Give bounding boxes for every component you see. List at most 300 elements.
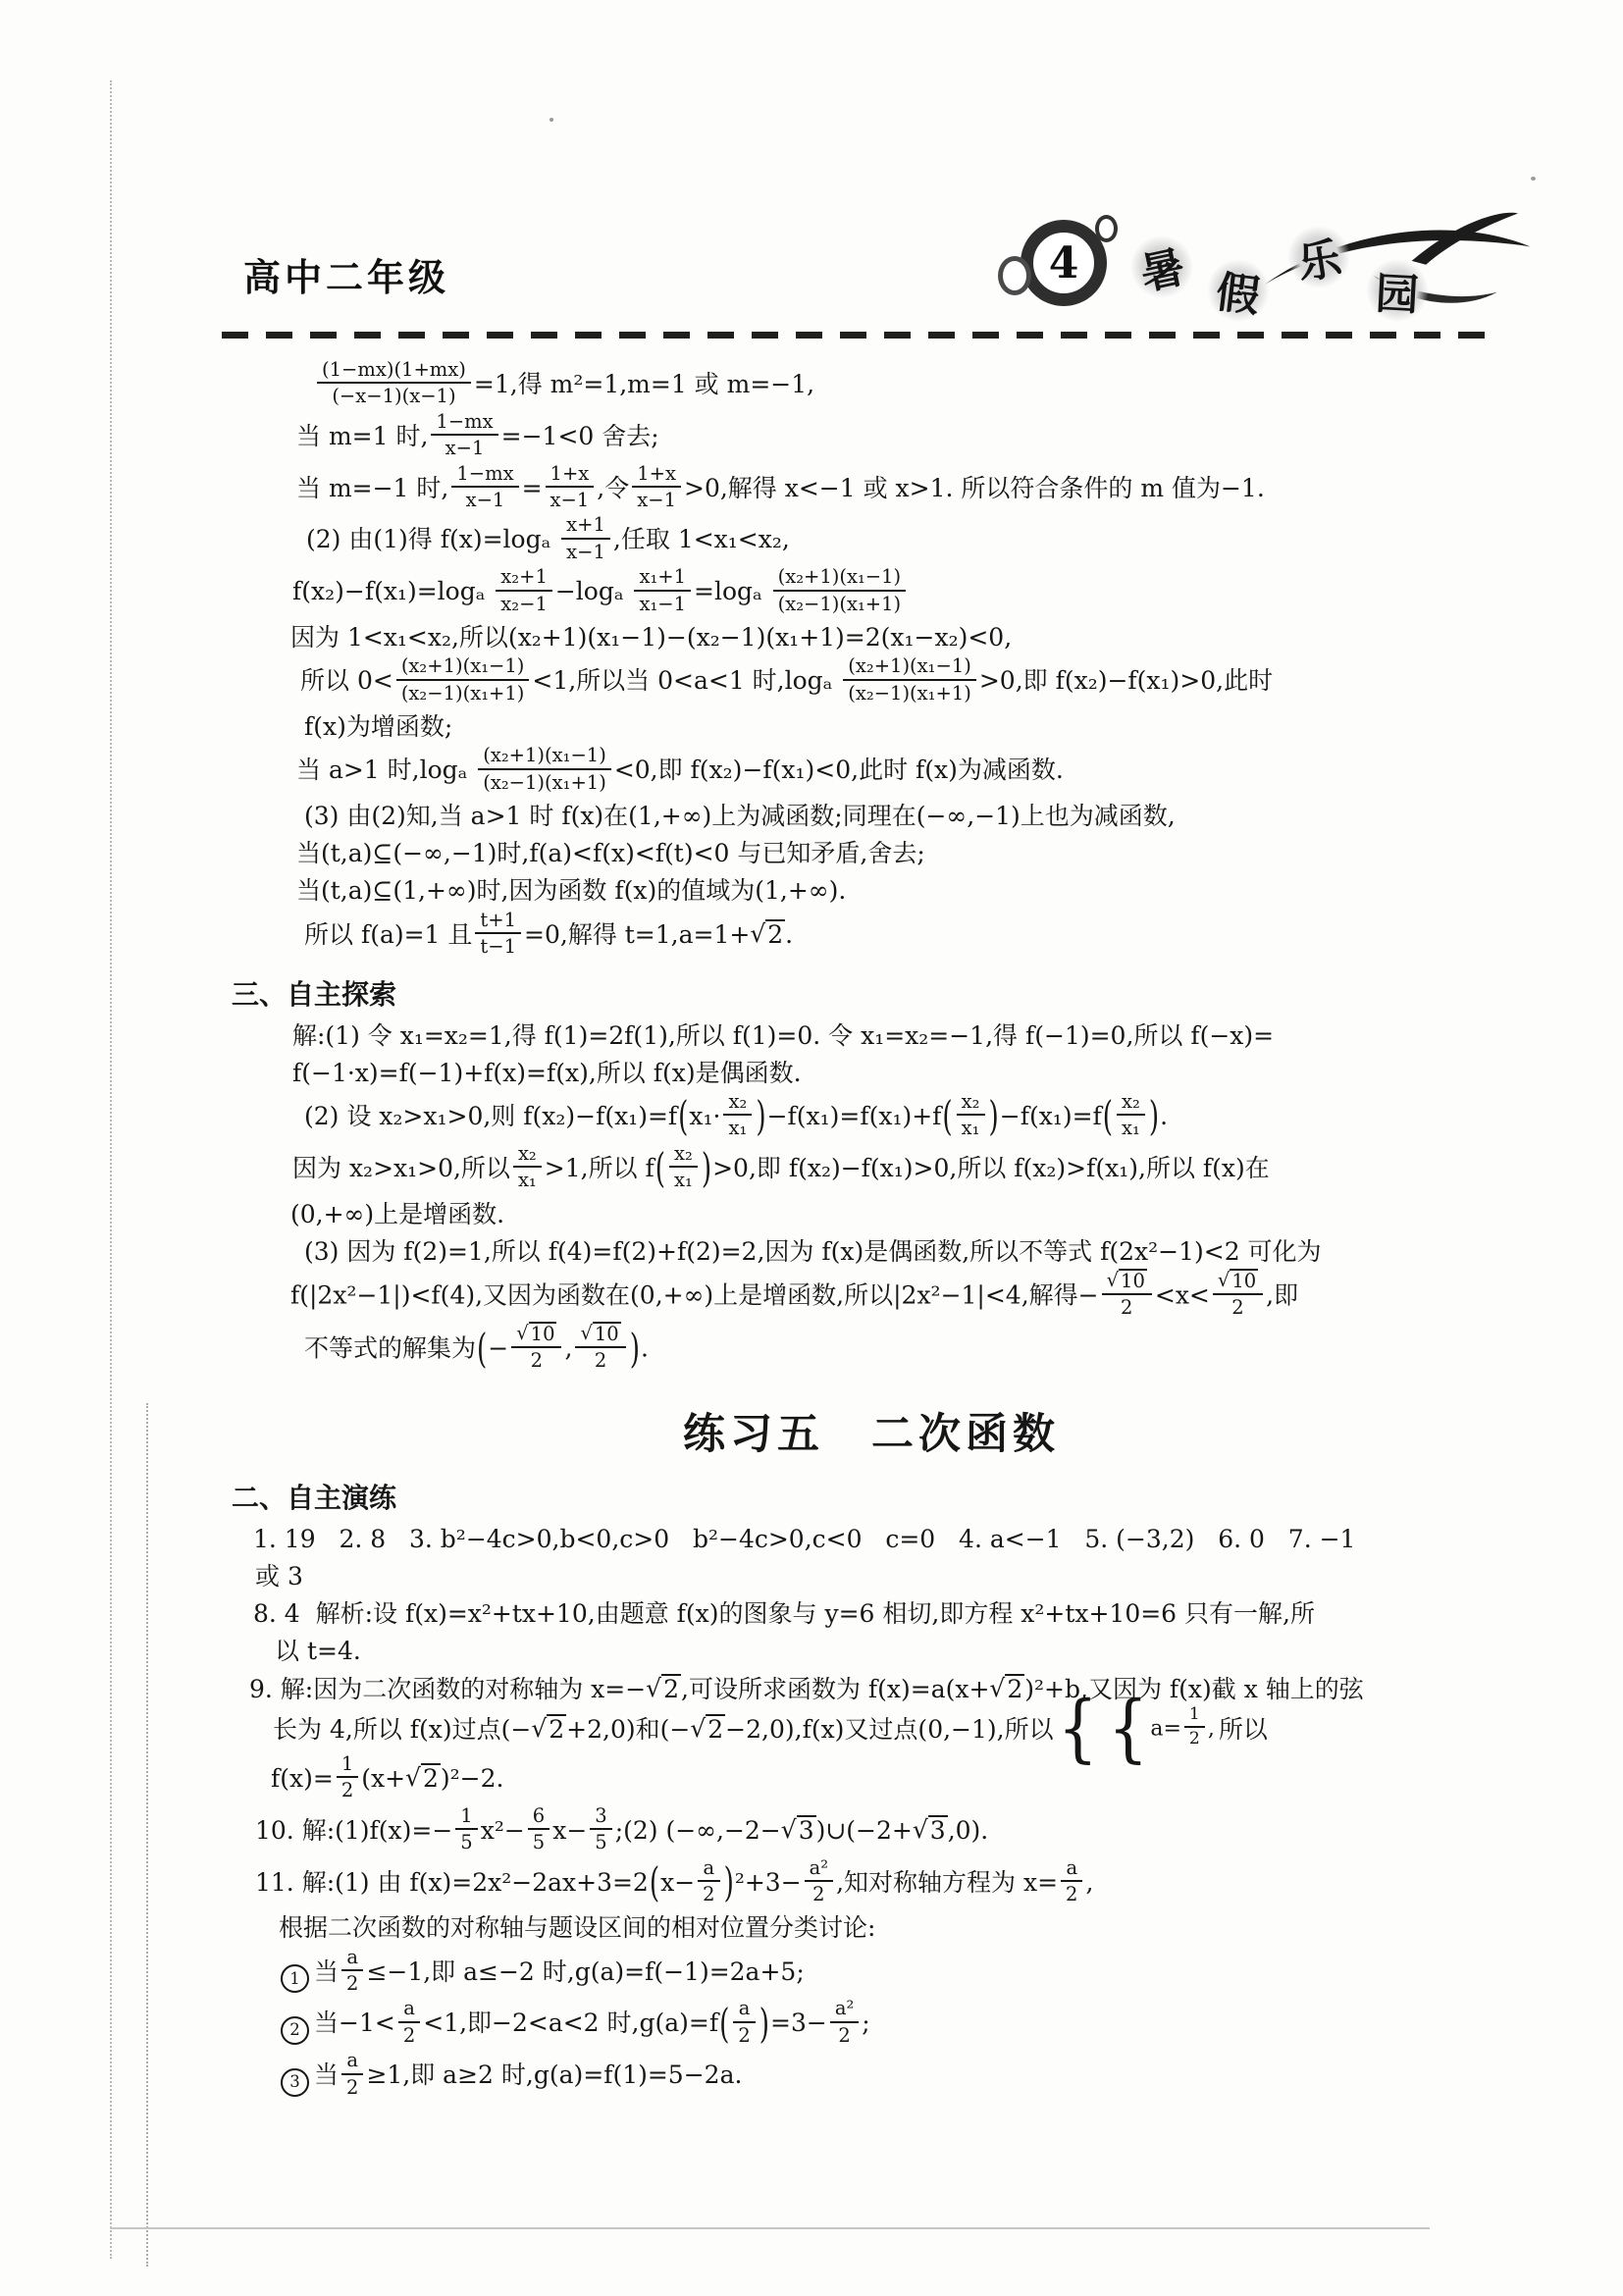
text-run: (x₂+1)(x₁−1) [483,744,606,767]
big-paren: ) [759,2002,770,2049]
fraction-denominator [398,2023,420,2047]
text-run: (3) 由(2)知,当 a>1 时 f(x)在(1,+∞)上为减函数;同理在(−∞,−1)上也为减函数, [304,801,1176,830]
text-run: 2 [663,1674,680,1703]
fraction-denominator [698,1882,719,1905]
fraction [733,1997,755,2047]
fraction-numerator [475,909,521,934]
text-run: 8. 4 解析:设 f(x)=x²+tx+10,由题意 f(x)的图象与 y=6 相切,即方程 x²+tx+10=6 只有一解,所 [253,1599,1315,1629]
fraction-denominator [1117,1116,1145,1139]
fraction-numerator [513,1142,542,1168]
text-run: )²−2. [440,1763,504,1793]
big-paren: ) [988,1095,999,1141]
fraction-numerator [669,1142,698,1168]
radicand [1119,1269,1147,1292]
fraction [634,565,691,615]
fraction-denominator [431,436,497,459]
text-run: x− [552,1815,588,1845]
text-run: 当(t,a)⊆(1,+∞)时,因为函数 f(x)的值域为(1,+∞). [296,876,847,906]
text-run: =−1<0 舍去; [500,421,659,450]
text-run: (x₂−1)(x₁+1) [777,592,902,615]
math-line [245,1634,1497,1669]
fraction [561,513,610,563]
math-line [245,1559,1497,1594]
fraction [669,1142,698,1192]
text-run: 2 [422,1763,439,1793]
text-run: 2 [1188,1728,1200,1748]
logo-char: 园 [1364,257,1430,323]
text-run: ≤−1,即 a≤−2 时,g(a)=f(−1)=2a+5; [366,1957,805,1986]
text-run: 当−1< [314,2009,395,2038]
text-run: x−1 [550,488,590,511]
square-root [989,1672,1024,1707]
text-run: x₁+1 [639,565,687,589]
math-line [245,1321,1497,1376]
fraction-numerator [1213,1269,1263,1295]
text-run: 因为 x₂>x₁>0,所以 [292,1153,510,1182]
text-run: <1,所以当 0<a<1 时,logₐ [532,666,841,696]
text-run: <x< [1154,1280,1210,1310]
content-flow [232,358,1497,2104]
fraction [455,1804,477,1854]
fraction-denominator [830,2023,859,2047]
text-run: t−1 [480,935,517,959]
cases-row [1150,1703,1215,1751]
text-run: <1,即−2<a<2 时,g(a)=f [423,2009,719,2038]
math-line [245,1752,1497,1805]
square-root [1218,1269,1258,1292]
fraction-numerator [455,1804,477,1830]
math-line [245,1596,1497,1632]
text-run: x₂ [674,1141,693,1165]
section-heading: 三、自主探索 [232,978,397,1010]
text-run: 2 [703,1883,715,1906]
text-run: 2 [340,1779,354,1802]
fraction [546,462,595,512]
math-line [245,1522,1497,1557]
text-run: a [346,2049,359,2072]
fraction-denominator [396,681,530,704]
square-root [405,1761,441,1797]
fraction-denominator [669,1168,698,1191]
page-number-badge [1021,220,1107,306]
exercise-title: 练习五 二次函数 [683,1410,1060,1458]
big-paren: ( [678,1095,689,1141]
text-run: x₁ [1122,1117,1140,1140]
fraction-denominator [496,592,552,615]
text-run: , [1085,1867,1094,1897]
text-run: 2 [530,1349,544,1373]
fraction-numerator [398,1997,420,2022]
text-run: , [564,1333,573,1363]
radicand [1005,1674,1024,1704]
text-run: )²+b,又因为 f(x)截 x 轴上的弦 [1024,1674,1364,1703]
fraction-denominator [337,1778,358,1801]
fraction-numerator [317,358,471,384]
square-root [516,1322,556,1345]
big-paren: ( [649,1860,660,1907]
section-heading: 二、自主演练 [232,1482,397,1513]
math-line [245,513,1497,566]
text-run: (x+ [361,1763,406,1793]
square-root [1107,1269,1147,1292]
text-run: =3− [770,2009,827,2038]
math-line [245,1234,1497,1270]
text-run: 2 [549,1715,565,1745]
math-line [245,1945,1497,1999]
fraction-numerator [843,654,976,680]
big-paren: ( [477,1327,488,1373]
fraction-denominator [513,1168,542,1191]
text-run: 2 [707,1715,724,1745]
magazine-logo [1125,192,1537,349]
fraction-denominator [634,592,691,615]
text-run: 所以 f(a)=1 且 [304,919,473,949]
text-run: 2 [838,2023,851,2047]
math-line [245,1803,1497,1857]
fraction-denominator [632,488,681,511]
square-root [913,1813,948,1849]
text-run: 1 [1188,1703,1200,1724]
text-run: 5 [532,1831,546,1854]
text-run: 解:(1) 令 x₁=x₂=1,得 f(1)=2f(1),所以 f(1)=0. 令 x₁=x₂=−1,得 f(−1)=0,所以 f(−x)= [292,1020,1275,1050]
fraction [431,410,497,460]
fraction-numerator [1061,1856,1082,1882]
math-line [245,1197,1497,1232]
radical-sign: √ [1217,1269,1230,1292]
text-run: −f(x₁)=f [999,1101,1102,1130]
text-run: 当 m=1 时, [296,421,429,450]
fraction-numerator [632,462,681,488]
math-line [245,744,1497,797]
text-run: (x₂+1)(x₁−1) [400,654,525,678]
text-run: (2) 由(1)得 f(x)=logₐ [306,525,559,554]
fraction [805,1856,833,1906]
text-run: >0,即 f(x₂)−f(x₁)>0,此时 [978,666,1274,696]
text-run: x₁· [689,1101,721,1130]
text-run: x₂ [1122,1090,1140,1113]
big-paren: ( [654,1146,666,1193]
big-paren: ) [756,1095,766,1141]
text-run: 所以 [1218,1715,1268,1745]
math-line [245,799,1497,834]
fraction-numerator [337,1752,358,1778]
text-run: . [1160,1101,1169,1130]
radicand [529,1322,557,1345]
fraction-numerator [957,1090,985,1116]
math-line [245,1090,1497,1143]
text-run: 不等式的解集为 [304,1333,477,1363]
text-run: x₂ [728,1090,748,1113]
text-run: 2 [812,1883,825,1906]
fraction [511,1322,561,1373]
text-run: . [640,1333,649,1363]
text-run: 因为 1<x₁<x₂,所以(x₂+1)(x₁−1)−(x₂−1)(x₁+1)=2(x₁−x₂)<0, [290,622,1013,652]
fraction [396,654,530,704]
fraction-denominator [475,934,521,958]
fraction [575,1322,625,1373]
text-run: x−1 [445,437,485,460]
radicand [706,1714,725,1745]
text-run: ,任取 1<x₁<x₂, [612,525,790,554]
text-run: −logₐ [554,577,632,606]
page-number: 4 [1048,237,1079,288]
text-run: f(x)= [271,1763,334,1793]
text-run: f(|2x²−1|)<f(4),又因为函数在(0,+∞)上是增函数,所以|2x²−1|<4,解得− [290,1280,1099,1310]
fraction-denominator [451,488,518,511]
fraction-denominator [317,384,471,407]
radicand [661,1674,681,1704]
math-line [245,2049,1497,2102]
radical-sign: √ [912,1814,928,1844]
badge-bubble-right [1095,215,1118,242]
fraction-numerator [528,1804,550,1830]
math-line [245,1855,1497,1909]
radical-sign: √ [690,1714,707,1744]
text-run: = [521,473,543,502]
text-run: 当 a>1 时,logₐ [296,756,476,785]
math-line [245,1141,1497,1195]
text-run: a [403,1997,415,2020]
fraction-numerator [634,565,691,591]
text-run: 长为 4,所以 f(x)过点(− [273,1715,532,1745]
radicand [765,919,785,950]
text-run: 10 [1231,1270,1257,1293]
text-run: 2 [346,2075,359,2099]
fraction-numerator [1117,1090,1145,1116]
text-run: x₁ [674,1169,693,1192]
text-run: x₁ [961,1117,980,1140]
radical-sign: √ [750,918,766,948]
math-line [245,1672,1497,1707]
fraction-denominator [546,488,595,511]
square-root [750,917,785,953]
math-line [245,620,1497,655]
text-run: 1−mx [436,409,494,433]
fraction-denominator [1102,1295,1152,1319]
text-run: 当 m=−1 时, [296,473,449,502]
text-run: 1−mx [456,461,514,485]
radicand [1230,1269,1258,1292]
fraction [478,744,611,794]
text-run: 10. 解:(1)f(x)=− [255,1815,453,1845]
text-run: 11. 解:(1) 由 f(x)=2x²−2ax+3=2 [255,1867,649,1897]
radicand [797,1815,816,1846]
fraction-numerator [723,1090,752,1116]
fraction-numerator [511,1322,561,1348]
text-run: 以 t=4. [275,1637,361,1666]
fraction-numerator [1184,1704,1205,1728]
text-run: 10 [594,1322,619,1345]
fraction [528,1804,550,1854]
fraction-denominator [528,1830,550,1853]
math-line [245,409,1497,463]
text-run: 当 [314,1957,340,1986]
text-run: (3) 因为 f(2)=1,所以 f(4)=f(2)+f(2)=2,因为 f(x)是偶函数,所以不等式 f(2x²−1)<2 可化为 [304,1236,1322,1266]
fraction-denominator [575,1348,625,1372]
badge-bubble-left [998,256,1031,295]
text-run: ,可设所求函数为 f(x)=a(x+ [681,1674,990,1703]
text-run: x−1 [566,540,605,563]
circled-number: 2 [281,2016,309,2045]
text-run: >1,所以 f [544,1153,654,1182]
text-run: x+1 [566,513,605,537]
text-run: 1 [340,1752,354,1776]
text-run: a [1066,1855,1078,1879]
text-run: x₁ [728,1117,748,1140]
text-run: +2,0)和(− [566,1715,691,1745]
fraction-numerator [546,462,595,488]
text-run: (x₂−1)(x₁+1) [400,681,525,704]
fraction [1117,1090,1145,1140]
text-run: =logₐ [694,577,770,606]
text-run: 根据二次函数的对称轴与题设区间的相对位置分类讨论: [279,1913,876,1943]
big-paren: ) [723,1860,734,1907]
text-run: 或 3 [255,1561,303,1591]
fraction-numerator [698,1856,719,1882]
fraction [451,462,518,512]
math-line: 长为 4,所以 f(x)过点(−√2+2,0)和(−√2−2,0),f(x)又过点(0,−1),所以 { { a= $\frac{1}{2}$ , 所以 [273,1686,1268,1772]
cases-column [1150,1703,1215,1751]
text-run: a² [834,1997,855,2020]
text-run: x− [660,1867,696,1897]
big-paren: ( [719,2002,730,2049]
math-line [245,654,1497,707]
fraction [723,1090,752,1140]
text-run: 2 [1007,1674,1023,1703]
radical-sign: √ [580,1321,593,1344]
logo-char: 暑 [1125,230,1199,304]
fraction [317,358,471,408]
fraction [957,1090,985,1140]
text-run: (x₂−1)(x₁+1) [483,770,606,794]
math-line [245,1269,1497,1323]
text-run: (x₂+1)(x₁−1) [848,654,971,678]
fraction [830,1997,859,2047]
math-line [245,709,1497,745]
fraction-denominator [511,1348,561,1372]
math-line [245,908,1497,962]
text-run: =1,得 m²=1,m=1 或 m=−1, [473,369,815,398]
text-run: ,令 [597,473,630,502]
fraction-denominator [478,770,611,794]
fraction-numerator [575,1322,625,1348]
circled-number: 3 [281,2068,309,2097]
text-run: x²− [480,1815,525,1845]
fraction-denominator [455,1830,477,1853]
fraction-numerator [478,744,611,769]
text-run: 6 [532,1803,546,1827]
fraction-denominator [341,1971,363,1995]
fraction-denominator [561,540,610,563]
fraction-numerator [733,1997,755,2022]
scan-edge-line-bottom [110,2227,1430,2229]
scan-edge-line-left-lower [146,1403,148,2267]
fraction-denominator [1213,1295,1263,1319]
text-run: )∪(−2+ [815,1815,913,1845]
text-run: ≥1,即 a≥2 时,g(a)=f(1)=5−2a. [366,2061,743,2090]
text-run: 1. 19 2. 8 3. b²−4c>0,b<0,c>0 b²−4c>0,c<0 c=0 4. a<−1 5. (−3,2) 6. 0 7. −1 [253,1524,1356,1553]
math-line [245,1910,1497,1946]
fraction-numerator [431,410,497,436]
logo-char: 假 [1203,255,1273,325]
text-run: 当 [314,2061,340,2090]
fraction [1102,1269,1152,1320]
radical-sign: √ [1106,1269,1120,1292]
text-run: a [703,1855,715,1879]
text-run: 2 [594,1349,607,1373]
square-root [531,1712,566,1748]
text-run: x₁ [517,1169,537,1192]
text-run: 当(t,a)⊆(−∞,−1)时,f(a)<f(x)<f(t)<0 与已知矛盾,舍去; [296,839,925,868]
fraction-numerator [341,1946,363,1971]
text-run: −f(x₁)=f(x₁)+f [766,1101,942,1130]
text-run: <0,即 f(x₂)−f(x₁)<0,此时 f(x)为减函数. [613,756,1064,785]
big-paren: ) [1148,1095,1160,1141]
text-run: 2 [738,2023,751,2047]
fraction-numerator [561,513,610,539]
fraction [1213,1269,1263,1320]
square-root [781,1813,816,1849]
fraction-denominator [733,2023,755,2047]
fraction-denominator [723,1116,752,1139]
fraction [475,909,521,959]
fraction-denominator [843,681,976,704]
fraction-numerator [451,462,518,488]
text-run: 2 [1121,1296,1133,1320]
math-line [245,1056,1497,1091]
text-run: − [488,1333,509,1363]
text-run: 10 [1121,1270,1145,1293]
text-run: 9. 解:因为二次函数的对称轴为 x=− [249,1674,647,1703]
math-line [245,565,1497,618]
fraction-denominator [773,592,907,615]
fraction-denominator [957,1116,985,1139]
fraction-denominator [805,1882,833,1905]
text-run: =0,解得 t=1,a=1+ [524,919,751,949]
fraction-denominator [1184,1728,1205,1749]
big-paren: ( [1102,1095,1114,1141]
fraction [337,1752,358,1802]
text-run: (x₂+1)(x₁−1) [777,565,902,589]
text-run: f(−1·x)=f(−1)+f(x)=f(x),所以 f(x)是偶函数. [292,1058,802,1087]
fraction-denominator [590,1830,611,1853]
fraction [1184,1704,1205,1748]
radical-sign: √ [405,1762,421,1792]
text-run: 10 [530,1322,555,1345]
fraction [1061,1856,1082,1906]
radicand [928,1815,948,1846]
text-run: ;(2) (−∞,−2− [614,1815,781,1845]
text-run: 3 [798,1815,814,1845]
radical-sign: √ [646,1673,662,1702]
logo-char: 乐 [1283,221,1354,292]
text-run: 3 [929,1815,946,1845]
radical-sign: √ [989,1673,1006,1702]
square-root [690,1712,725,1748]
fraction [698,1856,719,1906]
cases-group: { a= $\frac{1}{2}$ , [1107,1686,1215,1772]
text-run: 2 [1231,1296,1244,1320]
fraction [496,565,552,615]
fraction-numerator [496,565,552,591]
math-line [245,836,1497,871]
fraction [341,1946,363,1996]
text-run: (−x−1)(x−1) [332,385,456,408]
math-line [245,1018,1497,1054]
text-run: f(x₂)−f(x₁)=logₐ [292,577,494,606]
fraction [773,565,907,615]
fraction-numerator [830,1997,859,2022]
